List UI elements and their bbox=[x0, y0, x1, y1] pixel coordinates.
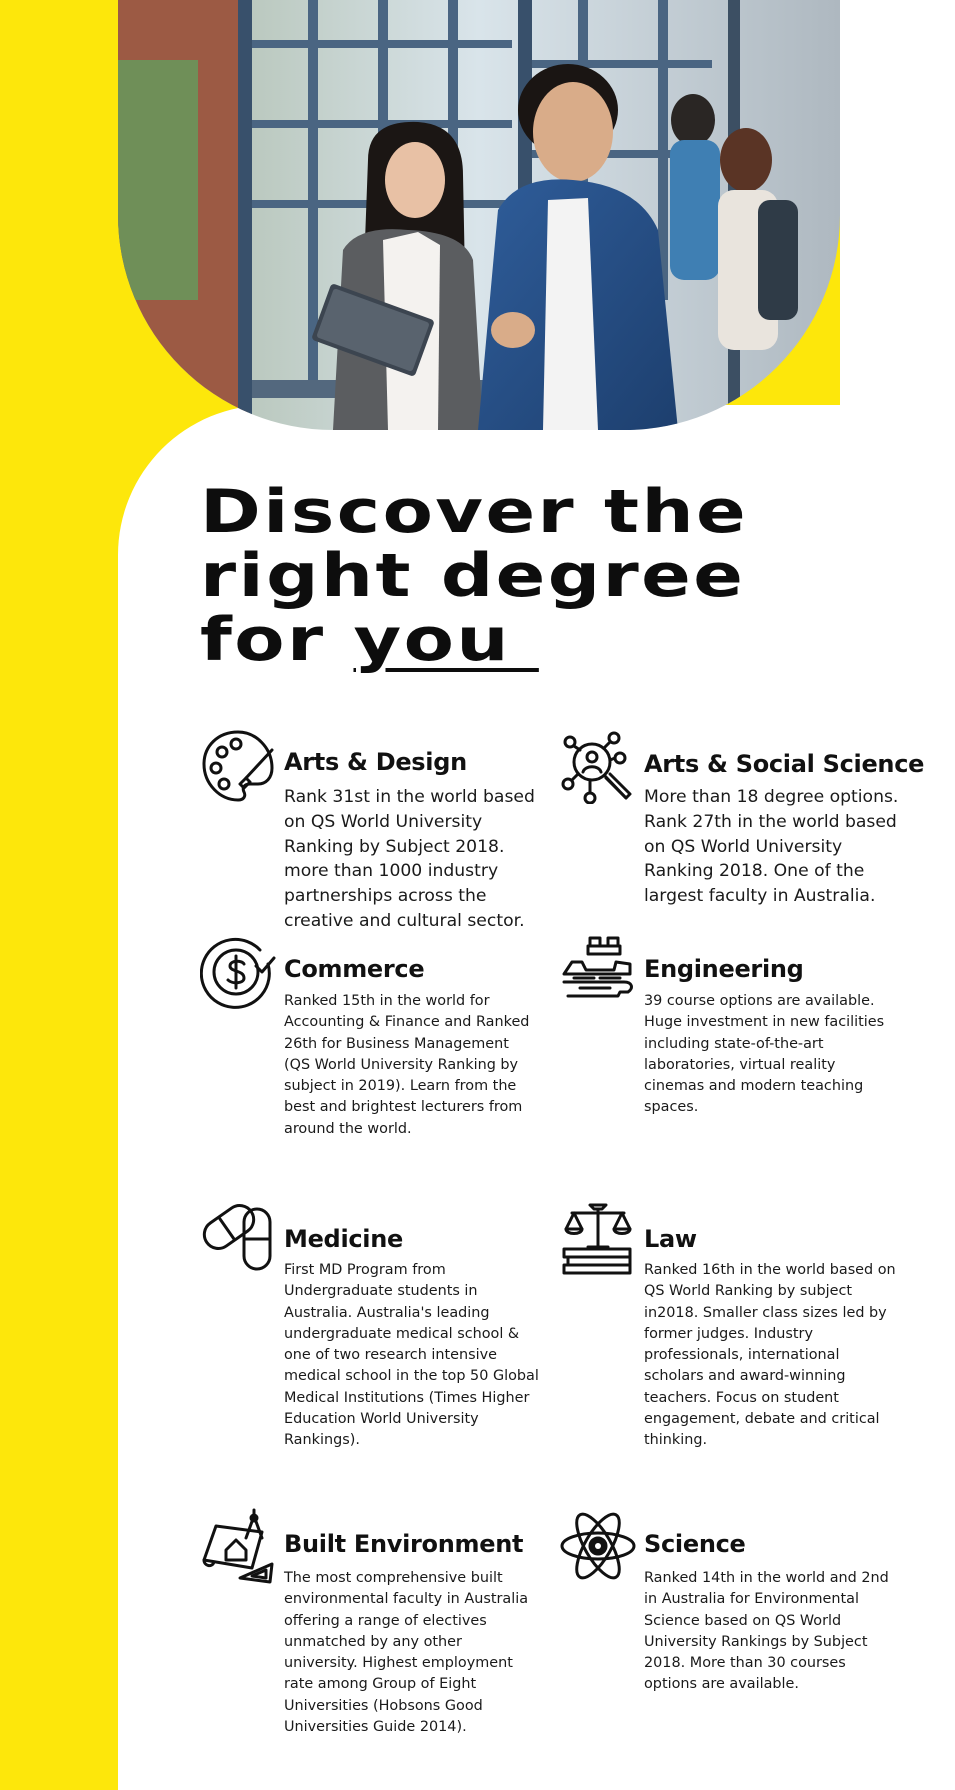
pills-icon bbox=[200, 1203, 276, 1279]
faculty-title: Engineering bbox=[644, 955, 804, 983]
headline-prefix: for bbox=[200, 605, 354, 675]
headline-line-3 bbox=[200, 605, 955, 675]
atom-icon bbox=[560, 1508, 636, 1584]
headline-line-2: right degree bbox=[200, 541, 746, 611]
yellow-left-stripe bbox=[0, 0, 118, 1790]
palette-icon bbox=[200, 728, 276, 804]
engineering-tools-icon bbox=[560, 934, 636, 1010]
faculty-description: Rank 31st in the world based on QS World University Ranking by Subject 2018. more than 1000 industry partnerships across the creative and cultural sector. bbox=[284, 787, 535, 931]
faculty-title: Arts & Social Science bbox=[644, 750, 925, 778]
faculty-description: Ranked 15th in the world for Accounting & Finance and Ranked 26th for Business Management (QS World University Ranking by subject in 2019). Learn from the best and brightest lecturers from around the world. bbox=[284, 993, 530, 1137]
dollar-coin-icon bbox=[200, 934, 276, 1010]
headline-line-1: Discover the bbox=[200, 477, 749, 547]
blueprint-compass-icon bbox=[200, 1508, 276, 1584]
scales-of-justice-icon bbox=[560, 1203, 636, 1279]
faculty-title: Medicine bbox=[284, 1225, 403, 1253]
faculty-title: Commerce bbox=[284, 955, 425, 983]
faculty-description: 39 course options are available. Huge investment in new facilities including state-of-the-art laboratories, virtual reality cinemas and modern teaching spaces. bbox=[644, 993, 885, 1116]
faculty-title: Arts & Design bbox=[284, 748, 467, 776]
page-headline bbox=[200, 477, 955, 675]
faculty-description: The most comprehensive built environmental faculty in Australia offering a range of electives unmatched by any other university. Highest employment rate among Group of Eight Universities (Hobsons Good Universities Guide 2014). bbox=[284, 1570, 529, 1736]
social-network-search-icon bbox=[560, 728, 636, 804]
faculty-description: Ranked 14th in the world and 2nd in Australia for Environmental Science based on QS World University Rankings by Subject 2018. More than 30 courses options are available. bbox=[644, 1570, 889, 1693]
faculty-title: Law bbox=[644, 1225, 697, 1253]
faculty-description: First MD Program from Undergraduate students in Australia. Australia's leading undergraduate medical school & one of two research intensive medical school in the top 50 Global Medical Institutions (Times Higher Education World University Rankings). bbox=[284, 1262, 539, 1449]
hero-photo bbox=[118, 0, 840, 430]
headline-highlight: you bbox=[353, 605, 539, 675]
faculty-description: Ranked 16th in the world based on QS World Ranking by subject in2018. Smaller class sizes led by former judges. Industry professionals, international scholars and award-winning teachers. Focus on student engagement, debate and critical thinking. bbox=[644, 1262, 896, 1449]
faculty-title: Science bbox=[644, 1530, 746, 1558]
faculty-title: Built Environment bbox=[284, 1530, 524, 1558]
faculty-description: More than 18 degree options. Rank 27th in the world based on QS World University Ranking 2018. One of the largest faculty in Australia. bbox=[644, 787, 899, 907]
